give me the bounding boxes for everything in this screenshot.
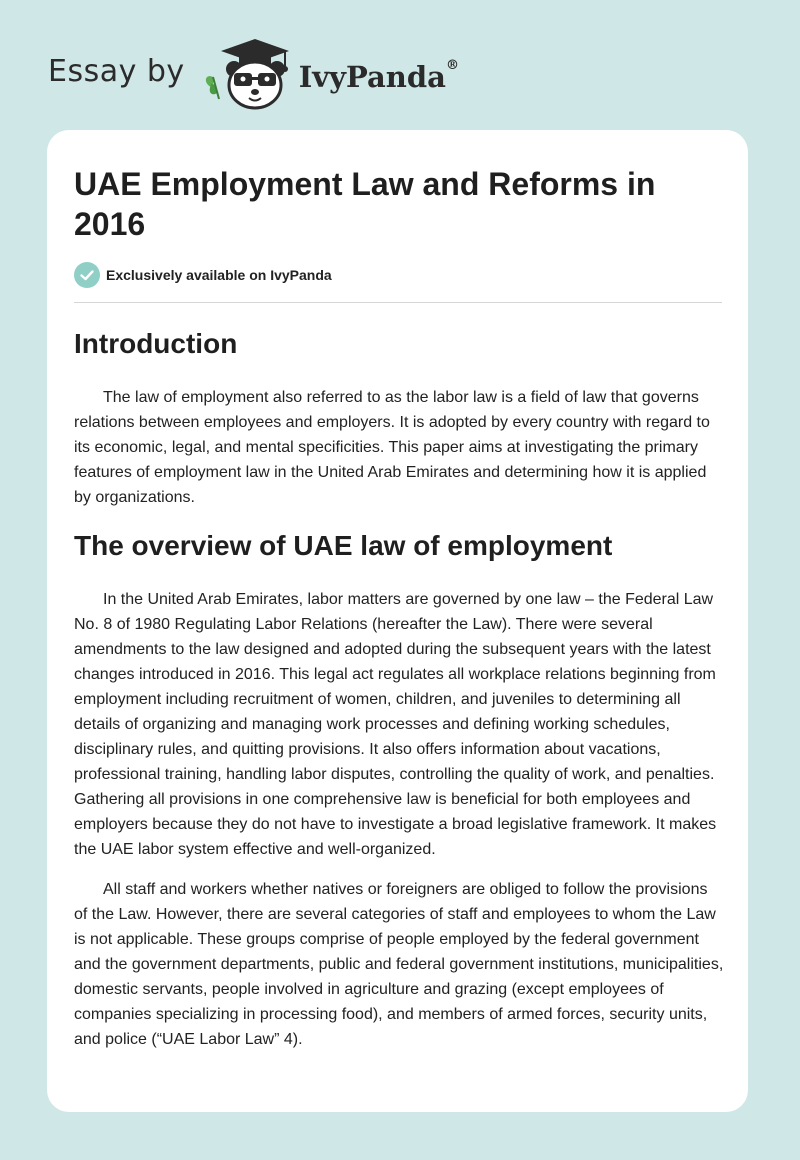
paragraph-introduction: The law of employment also referred to as the labor law is a field of law that governs relations between employees and employers. It is adopted by every country with regard to its economic, legal, and mental specificities. This paper aims at investigating the primary features of employment law in the United Arab Emirates and determining how it is applied by organizations. bbox=[74, 389, 710, 506]
paragraph-overview-2: All staff and workers whether natives or foreigners are obliged to follow the provisions of the Law. However, there are several categories of staff and employees to whom the Law is not applicable. These groups comprise of people employed by the federal government and the government departments, public and federal government institutions, municipalities, domestic servants, people involved in agriculture and grazing (except employees of companies specializing in processing food), and members of armed forces, security units, and police (“UAE Labor Law” 4). bbox=[74, 881, 724, 1048]
check-circle-icon bbox=[74, 262, 100, 288]
page-title: UAE Employment Law and Reforms in 2016 bbox=[74, 166, 656, 242]
section-heading-overview: The overview of UAE law of employment bbox=[74, 530, 613, 561]
registered-mark: ® bbox=[445, 58, 459, 73]
exclusive-label: Exclusively available on IvyPanda bbox=[106, 267, 332, 283]
panda-logo-icon[interactable] bbox=[199, 33, 295, 111]
title-divider bbox=[74, 302, 722, 303]
section-heading-introduction: Introduction bbox=[74, 328, 238, 359]
essay-card bbox=[47, 130, 748, 1112]
site-header bbox=[48, 34, 459, 114]
brand-text: IvyPanda bbox=[298, 60, 446, 94]
exclusive-badge bbox=[74, 262, 332, 288]
brand-name[interactable] bbox=[299, 60, 459, 94]
essay-by-label: Essay by bbox=[48, 53, 185, 89]
paragraph-overview-1: In the United Arab Emirates, labor matters are governed by one law – the Federal Law No. 8 of 1980 Regulating Labor Relations (hereafter the Law). There were several amendments to the law designed and adopted during the subsequent years with the latest changes introduced in 2016. This legal act regulates all workplace relations beginning from employment including recruitment of women, children, and juveniles to determining all details of organizing and managing work processes and defining working schedules, disciplinary rules, and quitting provisions. It also offers information about vacations, professional training, handling labor disputes, controlling the quality of work, and penalties. Gathering all provisions in one comprehensive law is beneficial for both employees and employers because they do not have to investigate a broad legislative framework. It makes the UAE labor system effective and well-organized. bbox=[74, 591, 717, 858]
